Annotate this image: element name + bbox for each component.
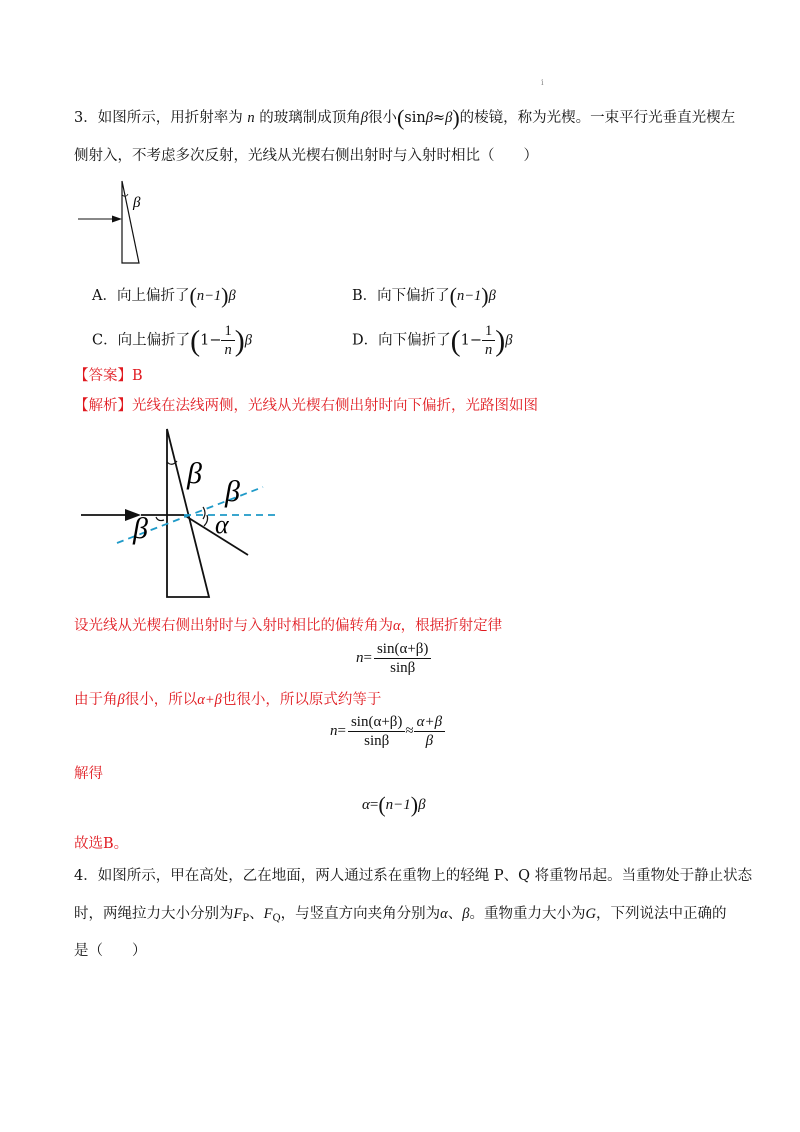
wedge-shape: [122, 181, 139, 263]
angle-arc-left: [156, 517, 164, 521]
equation-1: n= $\frac{\sin(\alpha+\beta)}{\sin\beta}$: [356, 640, 431, 677]
q3-line-2: 侧射入，不考虑多次反射，光线从光楔右侧出射时与入射时相比（ ）: [74, 148, 538, 164]
alpha-label: α: [215, 510, 229, 539]
analysis-conclusion: 故选B。: [74, 836, 129, 852]
arrow-icon: [112, 216, 122, 223]
analysis-line-2: 设光线从光楔右侧出射时与入射时相比的偏转角为α，根据折射定律: [74, 618, 503, 634]
beta-label-left: β: [133, 512, 148, 545]
option-b[interactable]: B．向下偏折了(n−1)β: [352, 283, 496, 308]
wedge-beta-label: β: [133, 195, 141, 211]
beta-label-right: β: [225, 475, 240, 508]
option-c[interactable]: C．向上偏折了(1− $\frac{1}{n}$ )β: [92, 323, 252, 358]
option-d[interactable]: D．向下偏折了(1− $\frac{1}{n}$ )β: [352, 323, 513, 358]
option-a[interactable]: A．向上偏折了(n−1)β: [92, 283, 236, 308]
equation-2: n= $\frac{\sin(\alpha+\beta)}{\sin\beta}$ ≈ $\frac{\alpha+\beta}{\beta}$: [330, 713, 445, 750]
q4-line-1: 4．如图所示，甲在高处，乙在地面，两人通过系在重物上的轻绳 P、Q 将重物吊起。当重物处于静止状态: [74, 868, 753, 884]
equation-3: α=(n−1)β: [362, 792, 426, 817]
beta-label-top: β: [187, 457, 202, 490]
wedge-shape: [167, 429, 209, 597]
header-mark: ⅰ: [541, 78, 544, 87]
q4-line-3: 是（ ）: [74, 943, 147, 959]
q3-wedge-figure: [70, 175, 180, 270]
angle-arc-right: [203, 507, 205, 519]
q4-line-2: 时，两绳拉力大小分别为$F_P$、$F_Q$，与竖直方向夹角分别为α、β。重物重力大小为G，下列说法中正确的: [74, 906, 727, 924]
analysis-line-3: 由于角β很小，所以α+β也很小，所以原式约等于: [74, 692, 382, 708]
analysis-line-1: 【解析】光线在法线两侧，光线从光楔右侧出射时向下偏折，光路图如图: [74, 398, 538, 414]
light-path-diagram: [75, 425, 290, 605]
analysis-line-4: 解得: [74, 766, 103, 782]
answer-line: 【答案】B: [74, 368, 143, 384]
q3-line-1: 3．如图所示，用折射率为 n 的玻璃制成顶角β很小(sinβ≈β)的棱镜，称为光楔。一束平行光垂直光楔左: [74, 105, 736, 130]
